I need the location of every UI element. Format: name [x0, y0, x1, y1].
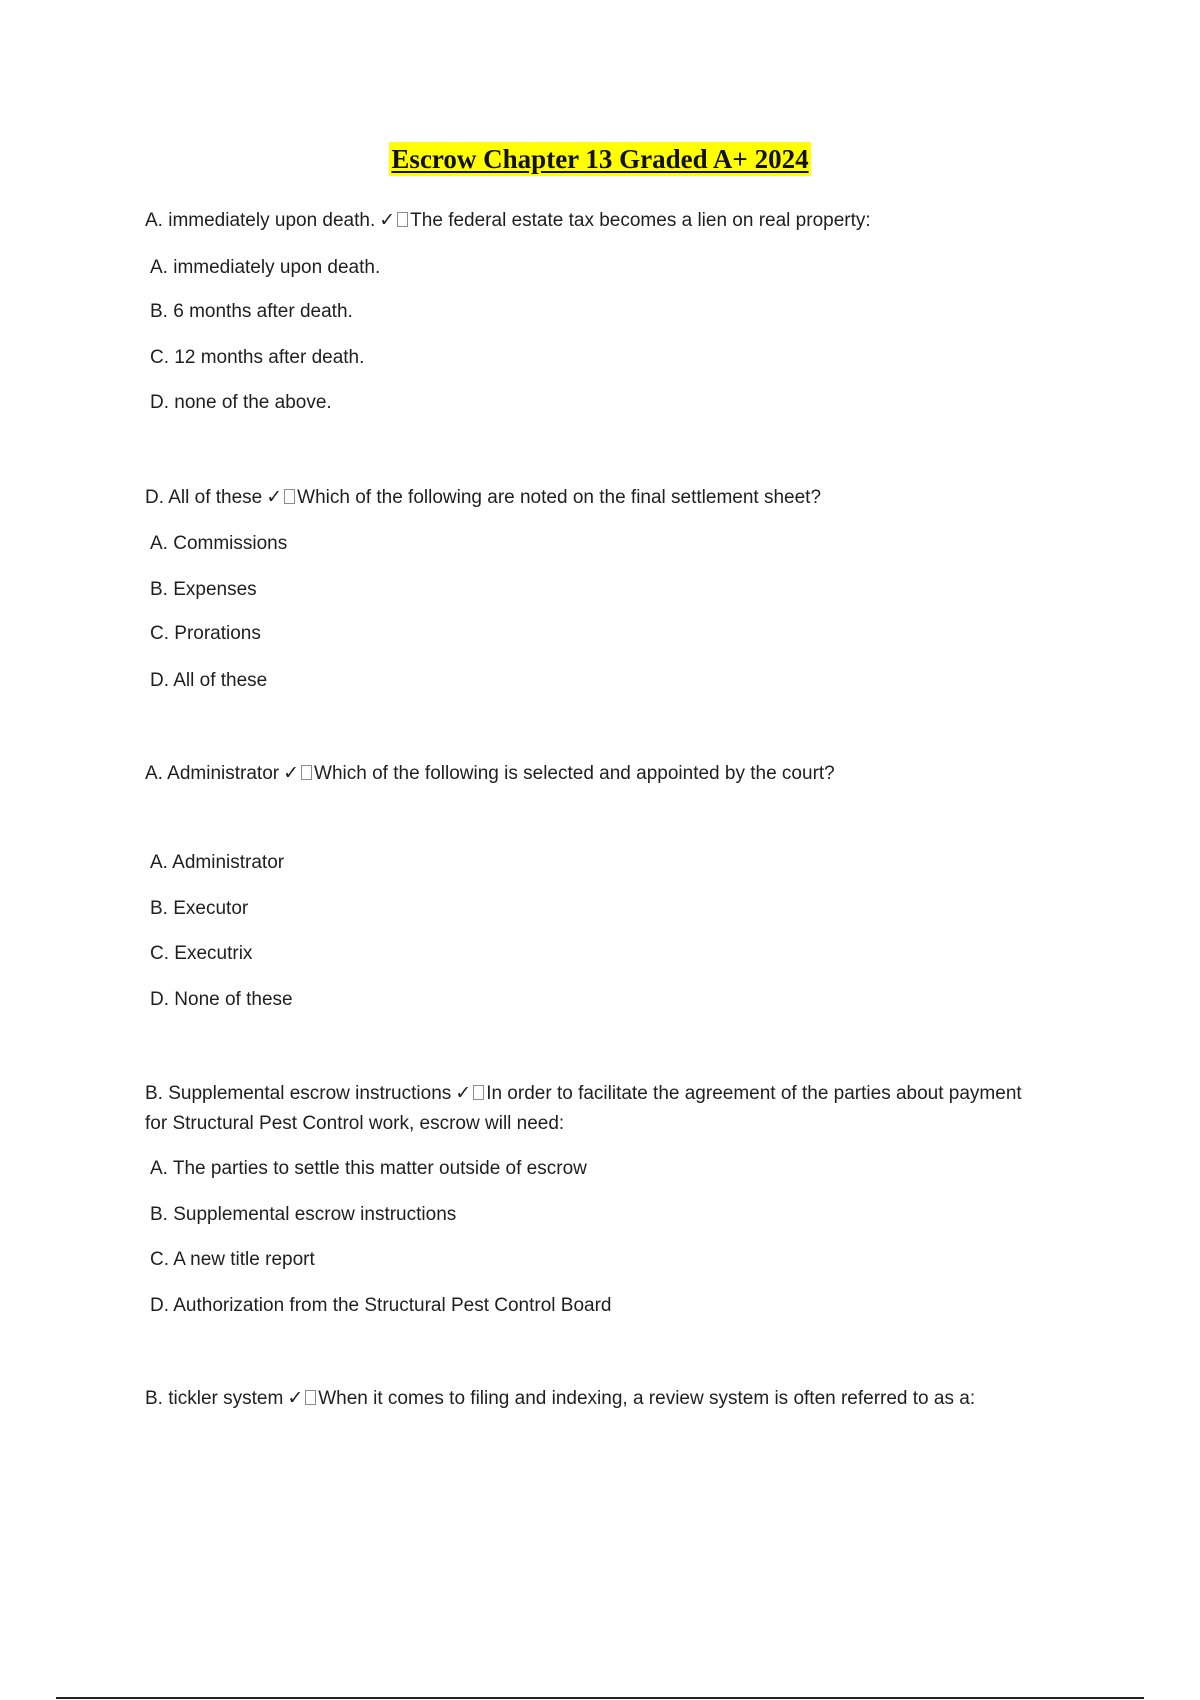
question-4-answer: B. Supplemental escrow instructions [145, 1083, 452, 1104]
question-1-option-c: C. 12 months after death. [150, 347, 365, 368]
placeholder-box-icon [301, 765, 312, 780]
question-4-option-a: A. The parties to settle this matter outside of escrow [150, 1158, 587, 1179]
question-3-text: Which of the following is selected and appointed by the court? [314, 763, 835, 784]
question-3-option-b: B. Executor [150, 898, 249, 919]
question-1-answer: A. immediately upon death. [145, 210, 376, 231]
checkmark-icon: ✓ [266, 486, 283, 508]
question-3-option-c: C. Executrix [150, 943, 253, 964]
question-4-text: In order to facilitate the agreement of the parties about payment for Structural Pest Control work, escrow will need: [145, 1083, 1022, 1134]
question-3-option-d: D. None of these [150, 989, 293, 1010]
question-3-option-a: A. Administrator [150, 852, 285, 873]
question-3 [145, 758, 1045, 789]
question-2-option-b: B. Expenses [150, 579, 257, 600]
placeholder-box-icon [473, 1085, 484, 1100]
question-2-option-c: C. Prorations [150, 623, 261, 644]
checkmark-icon: ✓ [455, 1082, 472, 1104]
question-5-answer: B. tickler system [145, 1388, 284, 1409]
document-title: Escrow Chapter 13 Graded A+ 2024 [391, 144, 809, 174]
question-5 [145, 1383, 1045, 1414]
question-4 [145, 1078, 1045, 1139]
question-1-option-a: A. immediately upon death. [150, 257, 381, 278]
placeholder-box-icon [284, 489, 295, 504]
question-2-answer: D. All of these [145, 487, 263, 508]
question-4-option-d: D. Authorization from the Structural Pest Control Board [150, 1295, 612, 1316]
question-1-text: The federal estate tax becomes a lien on real property: [410, 210, 871, 231]
question-2 [145, 482, 1045, 513]
checkmark-icon: ✓ [287, 1387, 304, 1409]
checkmark-icon: ✓ [283, 762, 300, 784]
question-2-option-d: D. All of these [150, 670, 268, 691]
title-container [0, 142, 1200, 176]
question-2-option-a: A. Commissions [150, 533, 288, 554]
question-1 [145, 205, 1045, 236]
question-4-option-b: B. Supplemental escrow instructions [150, 1204, 457, 1225]
question-5-text: When it comes to filing and indexing, a review system is often referred to as a: [318, 1388, 976, 1409]
question-1-option-d: D. none of the above. [150, 392, 332, 413]
checkmark-icon: ✓ [379, 209, 396, 231]
placeholder-box-icon [397, 212, 408, 227]
footer-divider [56, 1697, 1144, 1699]
question-1-option-b: B. 6 months after death. [150, 301, 353, 322]
question-3-answer: A. Administrator [145, 763, 280, 784]
question-4-option-c: C. A new title report [150, 1249, 315, 1270]
question-2-text: Which of the following are noted on the final settlement sheet? [297, 487, 822, 508]
placeholder-box-icon [305, 1390, 316, 1405]
